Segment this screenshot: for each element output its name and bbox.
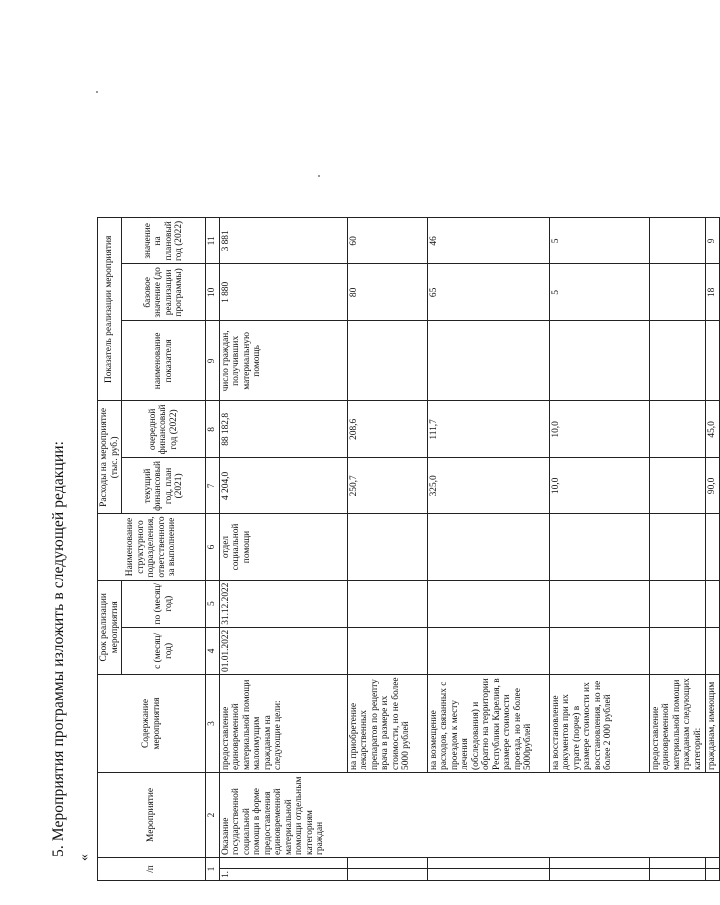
column-number: 7: [206, 458, 220, 514]
indicator-plan: 46: [427, 218, 549, 264]
section-heading: 5. Мероприятия программы изложить в следующей редакции:: [50, 440, 67, 857]
indicator-base: 1 880: [219, 264, 347, 321]
expense-next: [649, 401, 705, 458]
column-number: 5: [206, 580, 220, 627]
indicator-plan: 9: [705, 218, 719, 264]
row-number: [649, 868, 705, 880]
row-number: [427, 868, 549, 880]
row-number: [705, 868, 719, 880]
indicator-name: [705, 321, 719, 401]
event-content: на восстановление документов при их утрате (порче) в размере стоимости их восстановления, но не более 2 000 рублей: [549, 674, 649, 772]
header-period-group: Срок реализации мероприятия: [98, 580, 122, 674]
row-number-spacer: [347, 857, 427, 868]
row-number: [549, 868, 649, 880]
expense-next: 111,7: [427, 401, 549, 458]
row-number-spacer: [705, 857, 719, 868]
event-content: на возмещение расходов, связанных с проездом к месту лечения (обследования) и обратно на территории Республики Карелия, в размере стоимости проезда, но не более 5000рублей: [427, 674, 549, 772]
header-indicator-name: наименование показателя: [122, 321, 206, 401]
row-number-spacer: [649, 857, 705, 868]
indicator-plan: 3 881: [219, 218, 347, 264]
expense-next: 45,0: [705, 401, 719, 458]
header-indicator-group: Показатель реализации мероприятия: [98, 218, 122, 401]
period-from: [705, 627, 719, 674]
indicator-name: число граждан, получивших материальную помощь: [219, 321, 347, 401]
column-number: 9: [206, 321, 220, 401]
column-number: 4: [206, 627, 220, 674]
period-to: [427, 580, 549, 627]
indicator-base: 80: [347, 264, 427, 321]
indicator-plan: [649, 218, 705, 264]
indicator-plan: 5: [549, 218, 649, 264]
period-from: [347, 627, 427, 674]
event-content: на приобретение лекарственных препаратов по рецепту врача в размере их стоимости, но не более 5000 рублей: [347, 674, 427, 772]
header-period-from: с (месяц/год): [122, 627, 206, 674]
expense-next: 88 182,8: [219, 401, 347, 458]
row-number-spacer: [549, 857, 649, 868]
scan-speck: [96, 91, 98, 93]
indicator-name: [549, 321, 649, 401]
period-from: [549, 627, 649, 674]
responsible-unit: [427, 514, 549, 580]
column-number: 8: [206, 401, 220, 458]
period-to: [549, 580, 649, 627]
period-to: [347, 580, 427, 627]
header-period-to: по (месяц/год): [122, 580, 206, 627]
column-number: 10: [206, 264, 220, 321]
indicator-plan: 60: [347, 218, 427, 264]
indicator-name: [427, 321, 549, 401]
indicator-base: [649, 264, 705, 321]
row-number-spacer: [219, 857, 347, 868]
event-content: гражданам, имеющим: [705, 674, 719, 772]
period-from: [649, 627, 705, 674]
row-number: [347, 868, 427, 880]
indicator-base: 18: [705, 264, 719, 321]
header-content: Содержание мероприятия: [98, 674, 206, 772]
indicator-name: [649, 321, 705, 401]
column-number: 11: [206, 218, 220, 264]
period-to: [705, 580, 719, 627]
event-content: предоставление единовременной материальной помощи малоимущим гражданам на следующие цели:: [219, 674, 347, 772]
table-row: [219, 218, 347, 881]
responsible-unit: [347, 514, 427, 580]
event-content: предоставление единовременной материальной помощи гражданам следующих категорий:: [649, 674, 705, 772]
expense-current: 90,0: [705, 458, 719, 514]
expense-current: 4 204,0: [219, 458, 347, 514]
event-name: Оказание государственной социальной помощи в форме предоставления единовременной материальной помощи отдельным категориям граждан: [219, 772, 719, 857]
responsible-unit: [649, 514, 705, 580]
indicator-base: 5: [549, 264, 649, 321]
header-expenses-group: Расходы на мероприятие (тыс. руб.): [98, 401, 122, 514]
row-number: 1.: [219, 868, 347, 880]
header-indicator-plan: значение на плановый год (2022): [122, 218, 206, 264]
expense-current: 10,0: [549, 458, 649, 514]
period-to: [649, 580, 705, 627]
header-expense-current: текущий финансовый год, план (2021): [122, 458, 206, 514]
column-number: 1: [206, 857, 220, 880]
header-row-1: [98, 218, 122, 881]
responsible-unit: [549, 514, 649, 580]
header-indicator-base: базовое значение (до реализации программы): [122, 264, 206, 321]
column-number: 2: [206, 772, 220, 857]
header-event: Мероприятие: [98, 772, 206, 857]
period-from: [427, 627, 549, 674]
indicator-name: [347, 321, 427, 401]
indicator-base: 65: [427, 264, 549, 321]
column-number: 3: [206, 674, 220, 772]
scan-speck: [318, 175, 320, 177]
header-unit: Наименование структурного подразделения, ответственного за выполнение: [98, 514, 206, 580]
responsible-unit: [705, 514, 719, 580]
period-from: 01.01.2022: [219, 627, 347, 674]
header-expense-next: очередной финансовый год (2022): [122, 401, 206, 458]
expense-current: [649, 458, 705, 514]
row-number-spacer: [427, 857, 549, 868]
opening-quote-mark: «: [77, 854, 92, 861]
period-to: 31.12.2022: [219, 580, 347, 627]
header-number: /п: [98, 857, 206, 880]
column-number: 6: [206, 514, 220, 580]
expense-next: 10,0: [549, 401, 649, 458]
program-events-table: [97, 217, 720, 881]
responsible-unit: отдел социальной помощи: [219, 514, 347, 580]
expense-current: 250,7: [347, 458, 427, 514]
expense-current: 325,0: [427, 458, 549, 514]
expense-next: 208,6: [347, 401, 427, 458]
column-number-row: [206, 218, 220, 881]
